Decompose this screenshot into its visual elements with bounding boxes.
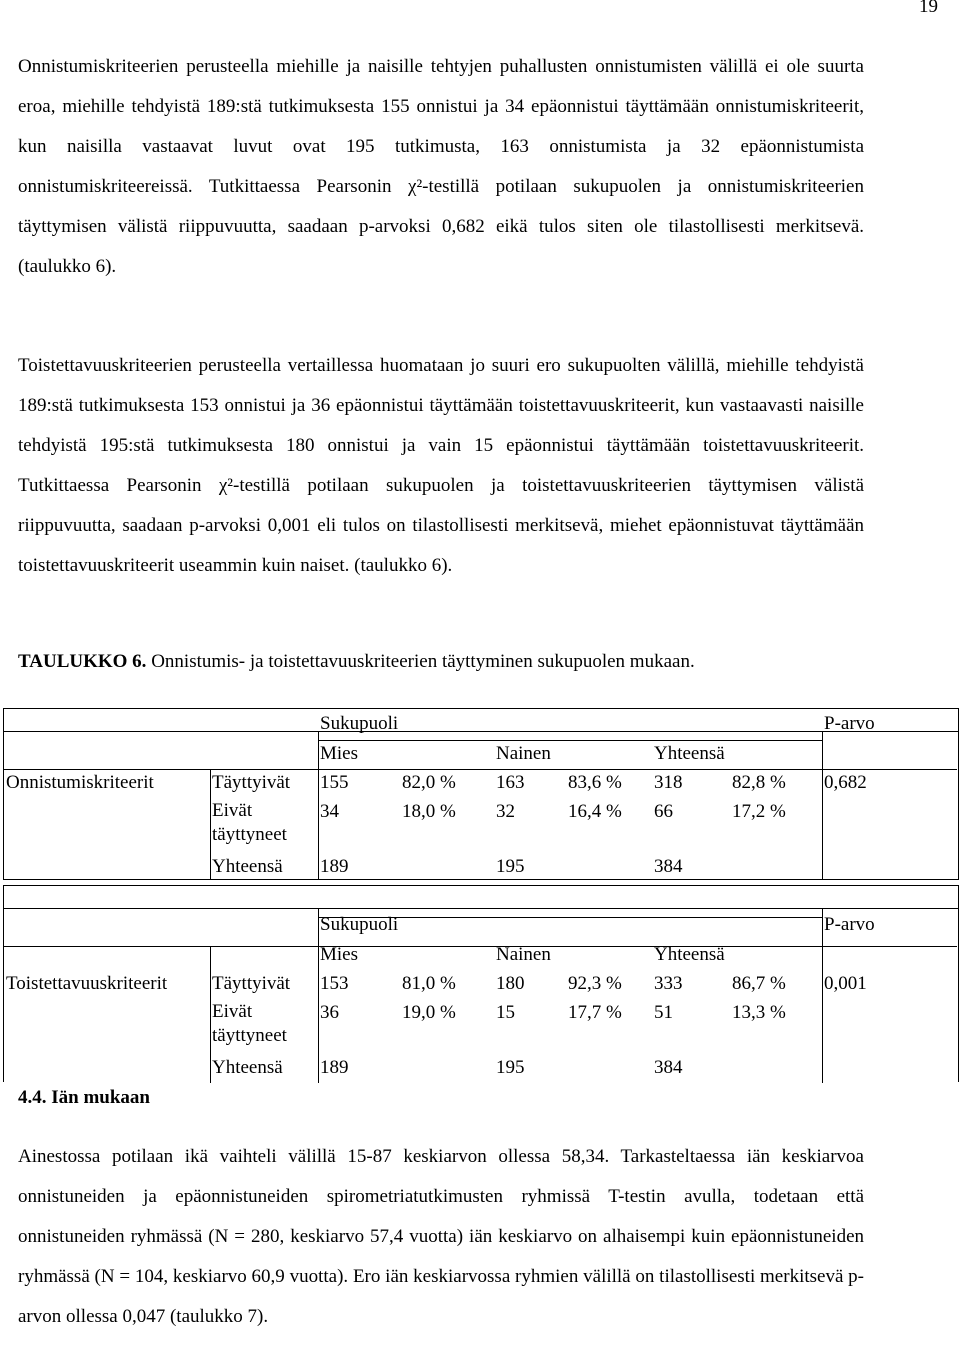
cell-male-pct: 18,0 % [402, 801, 456, 822]
cell-total-n: 333 [654, 973, 683, 994]
col-header-total: Yhteensä [654, 944, 725, 965]
cell-female-n: 180 [496, 973, 525, 994]
p-value: 0,682 [824, 772, 867, 793]
row-label: Eivät täyttyneet [212, 800, 287, 845]
grid-line [4, 946, 957, 947]
table-success-criteria [3, 708, 959, 880]
cell-male-n: 155 [320, 772, 349, 793]
table-repeatability-criteria [3, 885, 959, 1082]
cell-female-n: 163 [496, 772, 525, 793]
table-caption-text: Onnistumis- ja toistettavuuskriteerien täyttyminen sukupuolen mukaan. [146, 651, 695, 672]
group-header-sex: Sukupuoli [320, 713, 399, 734]
p-value-header: P-arvo [824, 914, 875, 935]
cell-male-pct: 19,0 % [402, 1002, 456, 1023]
cell-male-n: 34 [320, 801, 339, 822]
grid-line [318, 740, 822, 741]
row-label: Yhteensä [212, 1057, 283, 1078]
cell-male-n: 189 [320, 1057, 349, 1078]
page-number: 19 [919, 0, 938, 17]
paragraph-repeatability-criteria: Toistettavuuskriteerien perusteella vertaillessa huomataan jo suuri ero sukupuolten välillä, miehille tehdyistä 189:stä tutkimuksesta 153 onnistui ja 36 epäonnistui täyttämään toistettavuuskriteerit, kun vastaavasti naisille tehdyistä 195:stä tutkimuksesta 180 onnistui ja vain 15 epäonnistui täyttämään toistettavuuskriteerit. Tutkittaessa Pearsonin χ²-testillä potilaan sukupuolen ja toistettavuuskriteerien täyttymisen välistä riippuvuutta, saadaan p-arvoksi 0,001 eli tulos on tilastollisesti merkitsevä, miehet epäonnistuvat täyttämään toistettavuuskriteerit useammin kuin naiset. (taulukko 6). [18, 355, 864, 576]
cell-female-pct: 16,4 % [568, 801, 622, 822]
grid-line [210, 769, 211, 879]
paragraph-success-criteria: Onnistumiskriteerien perusteella miehille ja naisille tehtyjen puhallusten onnistumisten välillä ei ole suurta eroa, miehille tehdyistä 189:stä tutkimuksesta 155 onnistui ja 34 epäonnistui täyttämään onnistumiskriteerit, kun naisilla vastaavat luvut ovat 195 tutkimusta, 163 onnistumista ja 32 epäonnistumista onnistumiskriteereissä. Tutkittaessa Pearsonin χ²-testillä potilaan sukupuolen ja onnistumiskriteerien täyttymisen välistä riippuvuutta, saadaan p-arvoksi 0,682 eikä tulos siten ole tilastollisesti merkitsevä. (taulukko 6). [18, 56, 864, 277]
row-label: Täyttyivät [212, 973, 291, 994]
cell-female-n: 195 [496, 856, 525, 877]
p-value: 0,001 [824, 973, 867, 994]
cell-total-pct: 13,3 % [732, 1002, 786, 1023]
cell-female-pct: 83,6 % [568, 772, 622, 793]
col-header-male: Mies [320, 743, 358, 764]
cell-male-pct: 82,0 % [402, 772, 456, 793]
grid-line [822, 731, 823, 879]
cell-female-n: 15 [496, 1002, 515, 1023]
table-top-band [4, 709, 958, 732]
col-header-female: Nainen [496, 944, 551, 965]
p-value-header: P-arvo [824, 713, 875, 734]
table-caption-label: TAULUKKO 6. [18, 651, 147, 672]
cell-total-pct: 17,2 % [732, 801, 786, 822]
paragraph-age: Ainestossa potilaan ikä vaihteli välillä 15-87 keskiarvon ollessa 58,34. Tarkasteltaessa iän keskiarvoa onnistuneiden ja epäonnistuneiden spirometriatutkimusten ryhmissä T-testin avulla, todetaan että onnistuneiden ryhmässä (N = 280, keskiarvo 57,4 vuotta) iän keskiarvo on alhaisempi kuin epäonnistuneiden ryhmässä (N = 104, keskiarvo 60,9 vuotta). Ero iän keskiarvossa ryhmien välillä on tilastollisesti merkitsevä p-arvon ollessa 0,047 (taulukko 7). [18, 1146, 864, 1327]
group-header-sex: Sukupuoli [320, 914, 399, 935]
grid-line [210, 946, 211, 1083]
section-heading: 4.4. Iän mukaan [18, 1087, 150, 1108]
cell-male-n: 189 [320, 856, 349, 877]
col-header-female: Nainen [496, 743, 551, 764]
cell-total-n: 384 [654, 1057, 683, 1078]
row-label: Yhteensä [212, 856, 283, 877]
cell-male-pct: 81,0 % [402, 973, 456, 994]
cell-total-n: 51 [654, 1002, 673, 1023]
table-caption [18, 648, 695, 676]
cell-total-n: 384 [654, 856, 683, 877]
cell-male-n: 36 [320, 1002, 339, 1023]
grid-line [822, 908, 823, 1083]
row-label: Eivät täyttyneet [212, 1001, 287, 1046]
grid-line [318, 908, 319, 1083]
cell-female-pct: 92,3 % [568, 973, 622, 994]
col-header-total: Yhteensä [654, 743, 725, 764]
grid-line [318, 731, 319, 879]
table-top-band [4, 886, 958, 909]
cell-total-n: 66 [654, 801, 673, 822]
col-header-male: Mies [320, 944, 358, 965]
cell-male-n: 153 [320, 973, 349, 994]
grid-line [4, 769, 957, 770]
row-label: Täyttyivät [212, 772, 291, 793]
cell-total-pct: 86,7 % [732, 973, 786, 994]
cell-total-n: 318 [654, 772, 683, 793]
row-group-label: Onnistumiskriteerit [6, 772, 154, 793]
cell-total-pct: 82,8 % [732, 772, 786, 793]
cell-female-n: 32 [496, 801, 515, 822]
row-group-label: Toistettavuuskriteerit [6, 973, 168, 994]
cell-female-pct: 17,7 % [568, 1002, 622, 1023]
cell-female-n: 195 [496, 1057, 525, 1078]
